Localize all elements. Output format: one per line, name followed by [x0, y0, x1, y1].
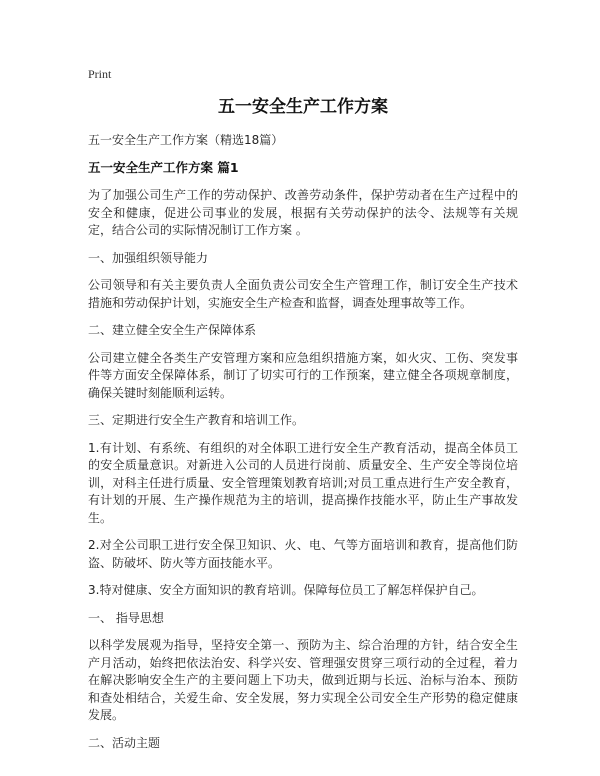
paragraph-heading-2: 二、建立健全安全生产保障体系 — [88, 323, 257, 337]
paragraph-intro: 为了加强公司生产工作的劳动保护、改善劳动条件，保护劳动者在生产过程中的安全和健康，促进公司事业的发展，根据有关劳动保护的法令、法规等有关规定，结合公司的实际情况制订工作方案 。 — [88, 188, 518, 237]
document-body — [88, 187, 518, 752]
document-subtitle: 五一安全生产工作方案（精选18篇） — [88, 133, 284, 147]
paragraph-list-item-2: 2.对全公司职工进行安全保卫知识、火、电、气等方面培训和教育，提高他们防盗、防破坏、防火等方面技能水平。 — [88, 538, 518, 570]
paragraph-list-item-1: 1.有计划、有系统、有组织的对全体职工进行安全生产教育活动，提高全体员工的安全质量意识。对新进入公司的人员进行岗前、质量安全、生产安全等岗位培训，对科主任进行质量、安全管理策划教育培训;对员工重点进行生产安全教育，有计划的开展、生产操作规范为主的培训，提高操作技能水平，防止生产事故发生。 — [88, 440, 518, 525]
paragraph-heading-guiding: 一、 指导思想 — [88, 610, 164, 625]
paragraph-heading-theme: 二、活动主题 — [88, 735, 161, 750]
paragraph-heading-3: 三、定期进行安全生产教育和培训工作。 — [88, 413, 305, 427]
paragraph: 以科学发展观为指导，坚持安全第一、预防为主、综合治理的方针，结合安全生产月活动，始终把依法治安、科学兴安、管理强安贯穿三项行动的全过程，着力在解决影响安全生产的主要问题上下功夫，做到近期与长远、治标与治本、预防和查处相结合，关爱生命、安全发展，努力实现全公司安全生产形势的稳定健康发展。 — [88, 638, 518, 722]
document-page — [88, 66, 518, 762]
print-label: Print — [88, 67, 112, 81]
paragraph-heading-1: 一、加强组织领导能力 — [88, 250, 209, 265]
paragraph: 公司建立健全各类生产安管理方案和应急组织措施方案，如火灾、工伤、突发事件等方面安全保障体系，制订了切实可行的工作预案，建立健全各项规章制度，确保关键时刻能顺利运转。 — [88, 350, 518, 400]
document-title: 五一安全生产工作方案 — [218, 97, 388, 117]
paragraph: 公司领导和有关主要负责人全面负责公司安全生产管理工作，制订安全生产技术措施和劳动保护计划，实施安全生产检查和监督，调查处理事故等工作。 — [88, 278, 518, 310]
section-heading: 五一安全生产工作方案 篇1 — [88, 160, 239, 175]
paragraph-list-item-3: 3.特对健康、安全方面知识的教育培训。保障每位员工了解怎样保护自己。 — [88, 583, 484, 597]
